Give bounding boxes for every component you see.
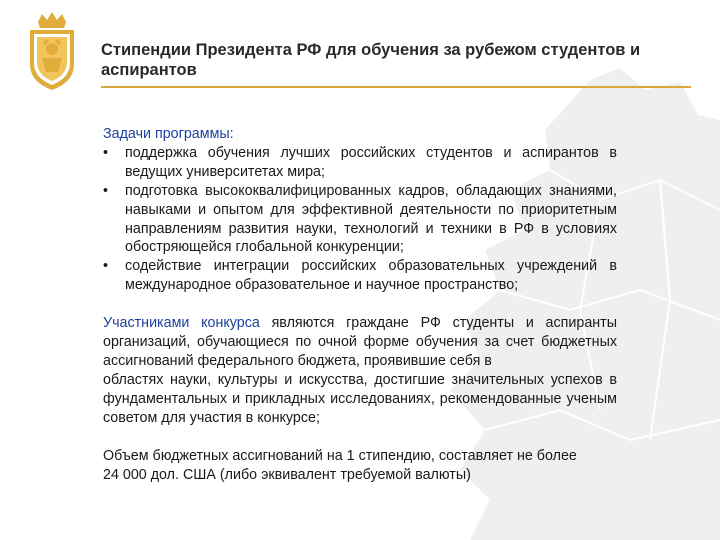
participants-lead: Участниками конкурса <box>103 315 260 332</box>
participants-text: являются граждане РФ студенты и аспиранты организаций, обучающиеся по очной форме обучения за счет бюджетных ассигнований федерального бюджета, проявившие себя в <box>103 315 617 369</box>
budget-line2: 24 000 дол. США (либо эквивалент требуемой валюты) <box>103 466 471 483</box>
page-title: Стипендии Президента РФ для обучения за рубежом студентов и аспирантов <box>101 41 641 79</box>
tasks-heading: Задачи программы: <box>103 126 234 142</box>
list-item: • подготовка высококвалифицированных кадров, обладающих знаниями, навыками и опытом для эффективной деятельности по приоритетным направлениям развития науки, технологий и техники в РФ в условиях обостряющейся глобальной конкуренции; <box>103 182 617 258</box>
budget-paragraph <box>103 447 617 485</box>
tasks-list <box>103 144 617 295</box>
participants-text-cont: областях науки, культуры и искусства, достигшие значительных успехов в фундаментальных и прикладных исследованиях, рекомендованные ученым советом для участия в конкурсе; <box>103 371 617 426</box>
title-underline <box>101 86 691 88</box>
participants-paragraph <box>103 314 617 427</box>
list-item: • содействие интеграции российских образовательных учреждений в международное образовательное и научное пространство; <box>103 257 617 295</box>
slide-body <box>103 125 617 484</box>
slide-header <box>101 40 691 88</box>
list-item: • поддержка обучения лучших российских студентов и аспирантов в ведущих университетах мира; <box>103 144 617 182</box>
budget-line1: Объем бюджетных ассигнований на 1 стипендию, составляет не более <box>103 447 577 464</box>
coat-of-arms-icon <box>24 12 80 92</box>
